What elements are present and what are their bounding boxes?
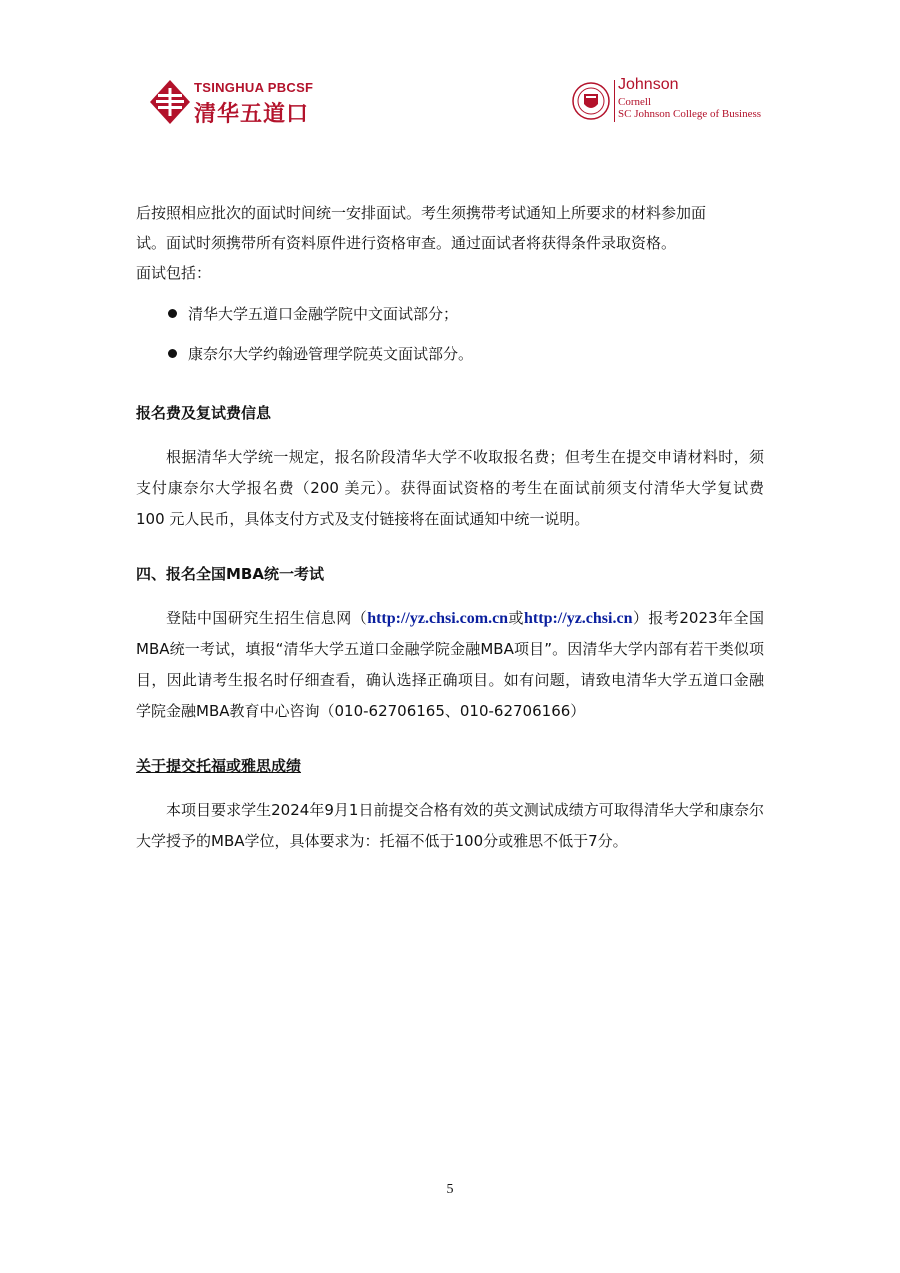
section-4-paragraph: 登陆中国研究生招生信息网（http://yz.chsi.com.cn或http://yz.chsi.cn）报考2023年全国MBA统一考试，填报“清华大学五道口金融学院金融MBA项目”。因清华大学内部有若干类似项目，因此请考生报名时仔细查看，确认选择正确项目。如有问题，请致电清华大学五道口金融学院金融MBA教育中心咨询（010-62706165、010-62706166） bbox=[136, 609, 764, 720]
list-item: 康奈尔大学约翰逊管理学院英文面试部分。 bbox=[136, 334, 764, 374]
cornell-seal-icon bbox=[572, 82, 610, 120]
cornell-johnson-logo bbox=[572, 78, 772, 126]
logo-text-en: TSINGHUA PBCSF bbox=[194, 80, 314, 95]
intro-line-1: 后按照相应批次的面试时间统一安排面试。考生须携带考试通知上所要求的材料参加面 bbox=[136, 204, 707, 222]
page-number: 5 bbox=[446, 1182, 454, 1197]
tsinghua-pbcsf-logo bbox=[150, 80, 320, 128]
chsi-link-2[interactable]: http://yz.chsi.cn bbox=[524, 610, 633, 627]
fee-heading: 报名费及复试费信息 bbox=[136, 404, 272, 422]
interview-includes: 面试包括： bbox=[136, 264, 212, 282]
document-body bbox=[136, 198, 764, 857]
fee-paragraph: 根据清华大学统一规定，报名阶段清华大学不收取报名费；但考生在提交申请材料时，须支付康奈尔大学报名费（200 美元）。获得面试资格的考生在面试前须支付清华大学复试费 100 元人民币，具体支付方式及支付链接将在面试通知中统一说明。 bbox=[136, 448, 764, 528]
logo-cornell-text: Cornell bbox=[618, 96, 651, 108]
tsinghua-pbcsf-logo-icon bbox=[150, 80, 190, 124]
interview-list bbox=[136, 294, 764, 374]
toefl-heading: 关于提交托福或雅思成绩 bbox=[136, 757, 302, 775]
chsi-link-1[interactable]: http://yz.chsi.com.cn bbox=[367, 610, 509, 627]
bullet-icon bbox=[168, 309, 177, 318]
bullet-icon bbox=[168, 349, 177, 358]
intro-line-2: 试。面试时须携带所有资料原件进行资格审查。通过面试者将获得条件录取资格。 bbox=[136, 234, 677, 252]
logo-divider bbox=[614, 80, 615, 122]
section-4-heading: 四、报名全国MBA统一考试 bbox=[136, 565, 324, 583]
toefl-paragraph: 本项目要求学生2024年9月1日前提交合格有效的英文测试成绩方可取得清华大学和康奈尔大学授予的MBA学位，具体要求为：托福不低于100分或雅思不低于7分。 bbox=[136, 801, 764, 850]
logo-johnson-text: Johnson bbox=[618, 76, 679, 93]
logo-college-text: SC Johnson College of Business bbox=[618, 108, 762, 120]
list-item: 清华大学五道口金融学院中文面试部分； bbox=[136, 294, 764, 334]
logo-text-cn: 清华五道口 bbox=[194, 102, 310, 127]
